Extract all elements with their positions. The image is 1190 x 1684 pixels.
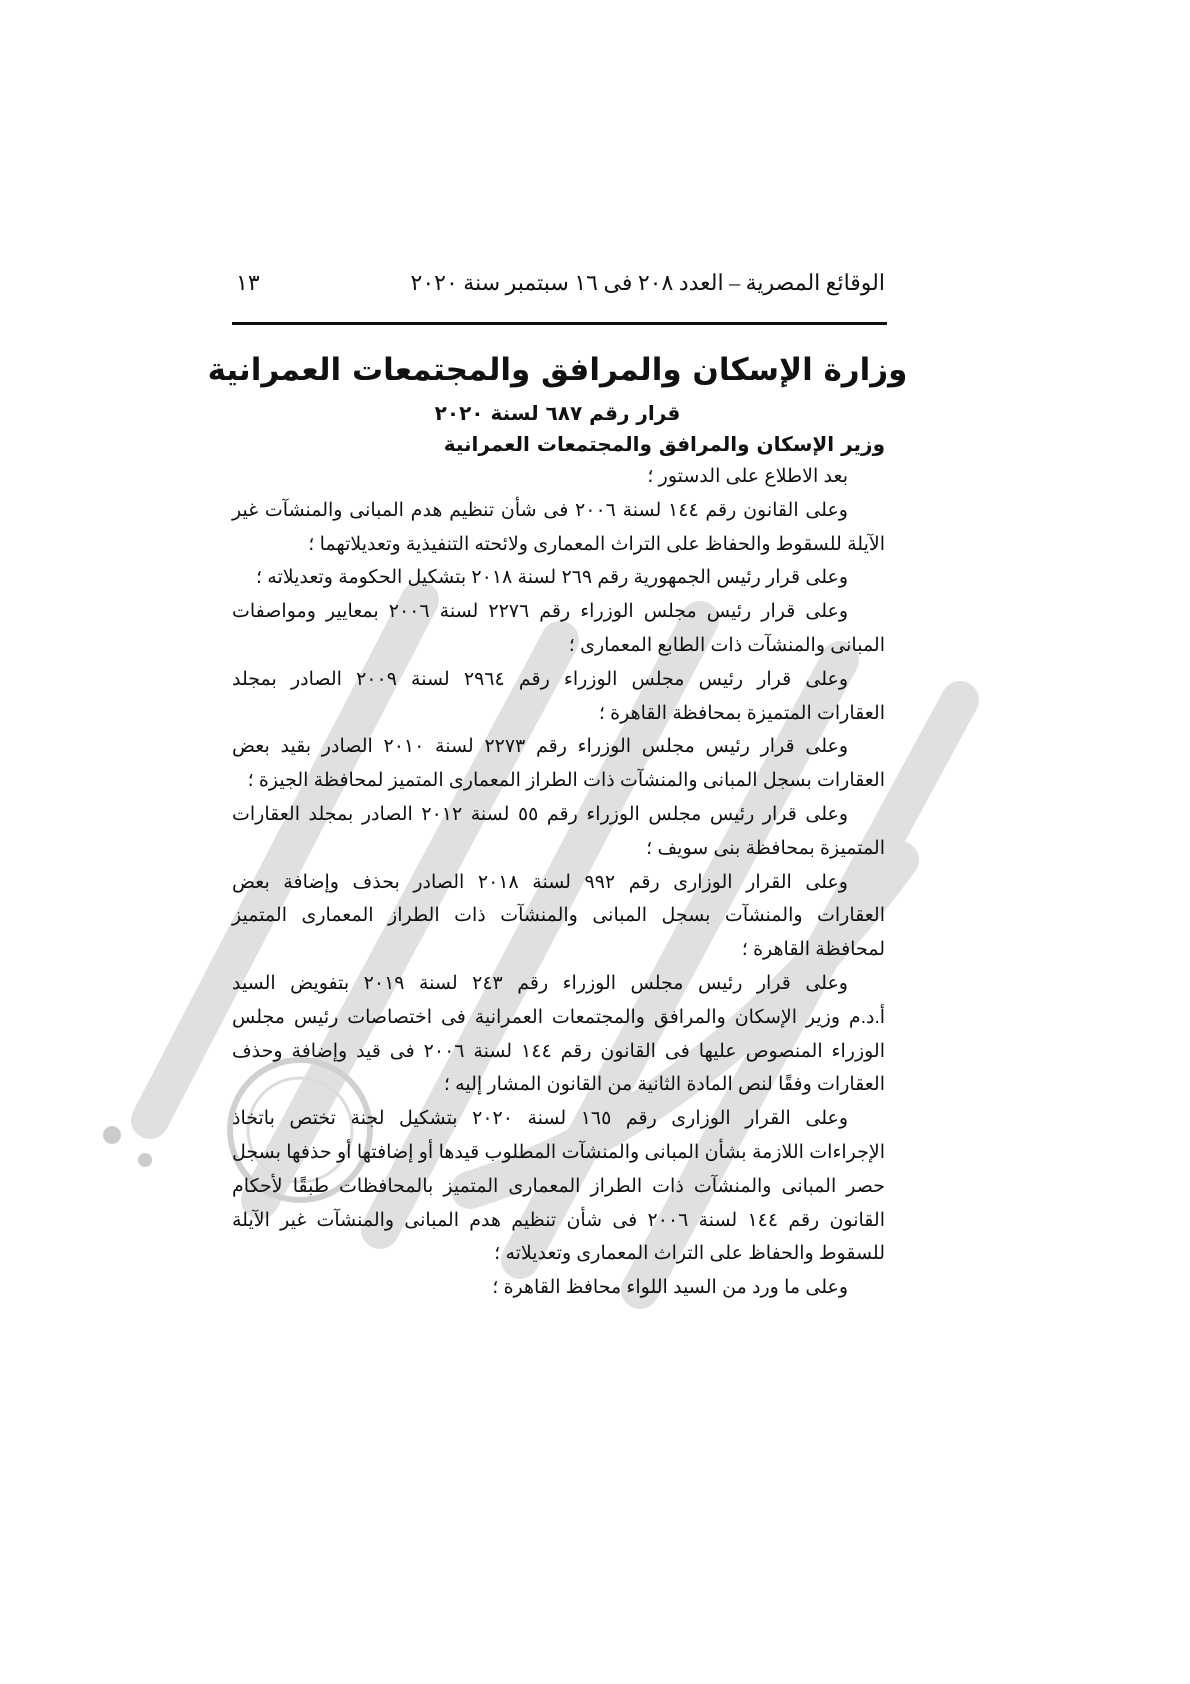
body-line-text: الإجراءات اللازمة بشأن المبانى والمنشآت المطلوب قيدها أو إضافتها أو حذفها بسجل [232,1141,885,1163]
body-line [232,1271,885,1305]
body-line-text: المتميزة بمحافظة بنى سويف ؛ [646,837,885,859]
body-line [232,866,885,900]
body-line [232,595,885,629]
body-line-text: وعلى القرار الوزارى رقم ٩٩٢ لسنة ٢٠١٨ الصادر بحذف وإضافة بعض [232,871,848,893]
body-line [232,798,885,832]
issuer-heading: وزير الإسكان والمرافق والمجتمعات العمرانية [443,432,885,456]
body-line [232,1102,885,1136]
page-number: ١٣ [236,270,260,295]
body-line-text: وعلى قرار رئيس الجمهورية رقم ٢٦٩ لسنة ٢٠١٨ بتشكيل الحكومة وتعديلاته ؛ [255,567,848,589]
body-line [232,1068,885,1102]
body-line-text: بعد الاطلاع على الدستور ؛ [647,466,848,487]
body-line-text: وعلى القانون رقم ١٤٤ لسنة ٢٠٠٦ فى شأن تنظيم هدم المبانى والمنشآت غير [231,499,848,521]
body-line-text: العقارات والمنشآت بسجل المبانى والمنشآت ذات الطراز المعمارى المتميز [232,905,885,927]
body-line-text: العقارات وفقًا لنص المادة الثانية من القانون المشار إليه ؛ [443,1074,885,1096]
header-divider [232,322,887,325]
body-line [232,1001,885,1035]
body-line-text: وعلى قرار رئيس مجلس الوزراء رقم ٢٢٧٦ لسنة ٢٠٠٦ بمعايير ومواصفات [232,601,848,623]
body-line [232,629,885,663]
body-line [232,697,885,731]
decree-body [232,460,885,1305]
body-line [232,899,885,933]
body-line [232,1170,885,1204]
body-line-text: وعلى قرار رئيس مجلس الوزراء رقم ٢٤٣ لسنة ٢٠١٩ بتفويض السيد [231,972,848,994]
body-line-text: المبانى والمنشآت ذات الطابع المعمارى ؛ [568,634,885,656]
body-line-text: وعلى قرار رئيس مجلس الوزراء رقم ٢٢٧٣ لسنة ٢٠١٠ الصادر بقيد بعض [232,736,848,758]
body-line [232,1204,885,1238]
body-line [232,832,885,866]
body-line-text: وعلى قرار رئيس مجلس الوزراء رقم ٥٥ لسنة ٢٠١٢ الصادر بمجلد العقارات [232,803,848,825]
body-line [232,663,885,697]
body-line-text: للسقوط والحفاظ على التراث المعمارى وتعديلاته ؛ [494,1243,885,1265]
body-line [232,494,885,528]
body-line-text: العقارات المتميزة بمحافظة القاهرة ؛ [598,702,885,724]
body-line-text: وعلى ما ورد من السيد اللواء محافظ القاهرة ؛ [492,1277,848,1299]
body-line-text: وعلى القرار الوزارى رقم ١٦٥ لسنة ٢٠٢٠ بتشكيل لجنة تختص باتخاذ [232,1108,848,1130]
body-line-text: العقارات بسجل المبانى والمنشآت ذات الطراز المعمارى المتميز لمحافظة الجيزة ؛ [247,770,885,792]
body-line [232,967,885,1001]
body-line [232,1237,885,1271]
body-line [232,1035,885,1069]
body-line-text: لمحافظة القاهرة ؛ [741,939,885,961]
body-line [232,764,885,798]
body-line-text: حصر المبانى والمنشآت ذات الطراز المعمارى المتميز بالمحافظات طبقًا لأحكام [232,1175,885,1197]
body-line [232,730,885,764]
body-line [232,561,885,595]
body-line-text: أ.د.م وزير الإسكان والمرافق والمجتمعات العمرانية فى اختصاصات رئيس مجلس [232,1006,885,1028]
body-line-text: وعلى قرار رئيس مجلس الوزراء رقم ٢٩٦٤ لسنة ٢٠٠٩ الصادر بمجلد [232,668,848,690]
ministry-heading: وزارة الإسكان والمرافق والمجتمعات العمرانية [207,352,908,388]
body-line [232,460,885,494]
body-line-text: الوزراء المنصوص عليها فى القانون رقم ١٤٤ لسنة ٢٠٠٦ فى قيد وإضافة وحذف [231,1040,885,1062]
body-line-text: الآيلة للسقوط والحفاظ على التراث المعمارى ولائحته التنفيذية وتعديلاتهما ؛ [308,533,885,555]
body-line-text: القانون رقم ١٤٤ لسنة ٢٠٠٦ فى شأن تنظيم هدم المبانى والمنشآت غير الآيلة [231,1209,885,1231]
decree-title: قرار رقم ٦٨٧ لسنة ٢٠٢٠ [434,401,681,425]
page-header [230,270,885,306]
gazette-issue-title: الوقائع المصرية – العدد ٢٠٨ فى ١٦ سبتمبر سنة ٢٠٢٠ [410,270,885,295]
body-line [232,1136,885,1170]
body-line [232,528,885,562]
body-line [232,933,885,967]
